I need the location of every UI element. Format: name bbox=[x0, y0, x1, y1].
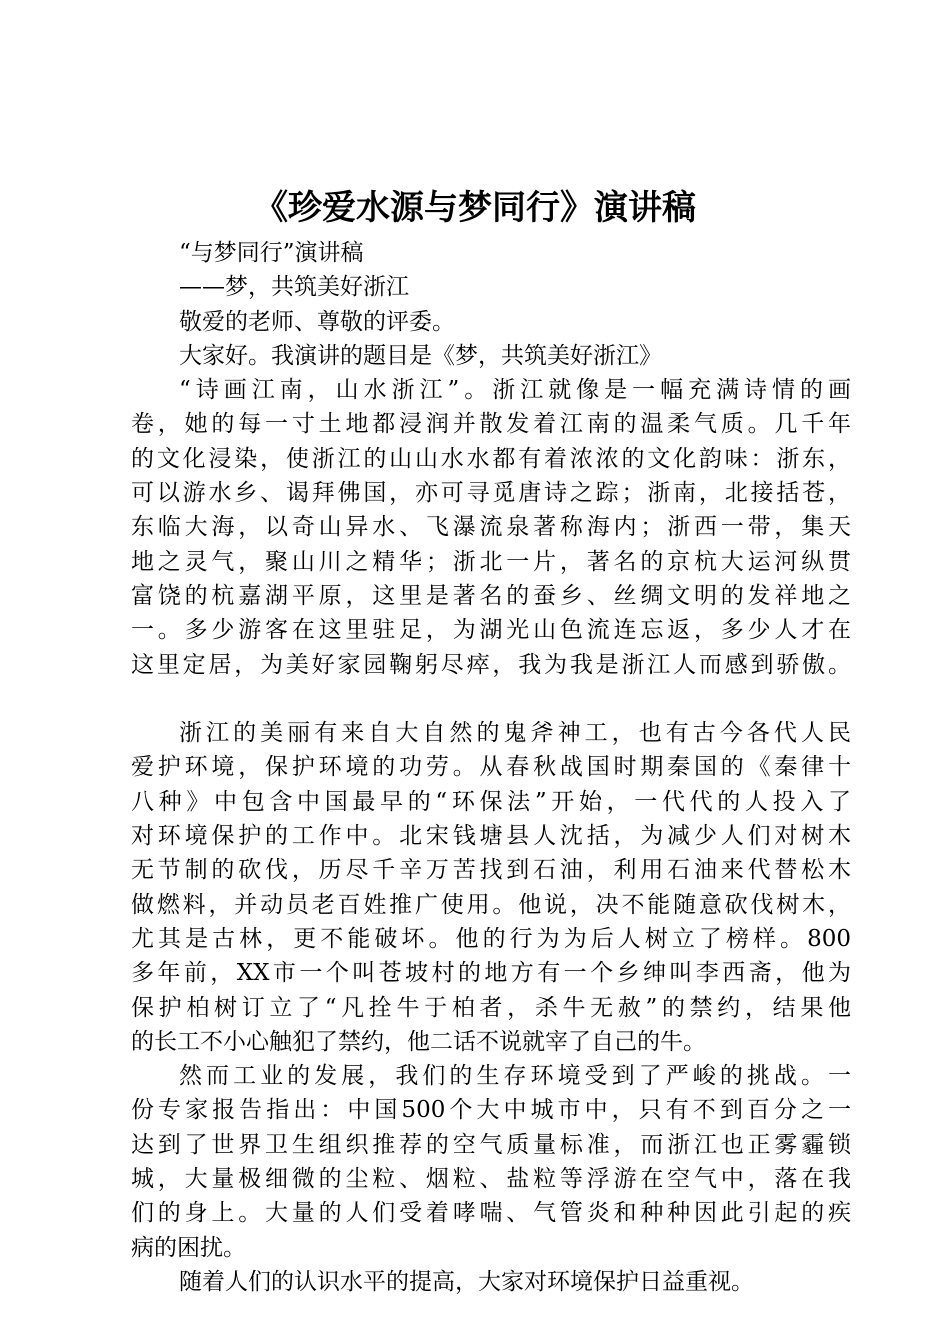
text-line: 一。多少游客在这里驻足，为湖光山色流连忘返，多少人才在 bbox=[131, 617, 851, 644]
text-line: 大家好。我演讲的题目是《梦，共筑美好浙江》 bbox=[179, 342, 662, 369]
text-line: “诗画江南，山水浙江”。浙江就像是一幅充满诗情的画 bbox=[179, 377, 851, 404]
text-line: 随着人们的认识水平的提高，大家对环境保护日益重视。 bbox=[179, 1268, 754, 1295]
text-line: 然而工业的发展，我们的生存环境受到了严峻的挑战。一 bbox=[179, 1063, 851, 1090]
text-line: 东临大海，以奇山异水、飞瀑流泉著称海内；浙西一带，集天 bbox=[131, 514, 851, 541]
text-line: 多年前，XX市一个叫苍坡村的地方有一个乡绅叫李西斋，他为 bbox=[131, 960, 851, 987]
paragraph-gap bbox=[131, 682, 851, 716]
text-line: 的长工不小心触犯了禁约，他二话不说就宰了自己的牛。 bbox=[131, 1028, 706, 1055]
text-line: 这里定居，为美好家园鞠躬尽瘁，我为我是浙江人而感到骄傲。 bbox=[131, 651, 851, 678]
text-line: 做燃料，并动员老百姓推广使用。他说，决不能随意砍伐树木， bbox=[131, 891, 851, 918]
document-body bbox=[131, 236, 851, 1299]
text-line: 爱护环境，保护环境的功劳。从春秋战国时期秦国的《秦律十 bbox=[131, 754, 851, 781]
text-line: 卷，她的每一寸土地都浸润并散发着江南的温柔气质。几千年 bbox=[131, 411, 851, 438]
text-line: 无节制的砍伐，历尽千辛万苦找到石油，利用石油来代替松木 bbox=[131, 857, 851, 884]
text-line: 地之灵气，聚山川之精华；浙北一片，著名的京杭大运河纵贯 bbox=[131, 548, 851, 575]
text-line: 富饶的杭嘉湖平原，这里是著名的蚕乡、丝绸文明的发祥地之 bbox=[131, 582, 851, 609]
text-line: 可以游水乡、谒拜佛国，亦可寻觅唐诗之踪；浙南，北接括苍， bbox=[131, 480, 851, 507]
text-line: 对环境保护的工作中。北宋钱塘县人沈括，为减少人们对树木 bbox=[131, 823, 851, 850]
text-line: ——梦，共筑美好浙江 bbox=[179, 274, 409, 301]
text-line: 达到了世界卫生组织推荐的空气质量标准，而浙江也正雾霾锁 bbox=[131, 1131, 851, 1158]
text-line: “与梦同行”演讲稿 bbox=[179, 240, 364, 266]
text-line: 敬爱的老师、尊敬的评委。 bbox=[179, 308, 455, 335]
text-line: 份专家报告指出：中国500个大中城市中，只有不到百分之一 bbox=[131, 1097, 851, 1124]
text-line: 病的困扰。 bbox=[131, 1234, 246, 1261]
text-line: 尤其是古林，更不能破坏。他的行为为后人树立了榜样。800 bbox=[131, 925, 851, 952]
text-line: 浙江的美丽有来自大自然的鬼斧神工，也有古今各代人民 bbox=[179, 720, 851, 747]
text-line: 的文化浸染，使浙江的山山水水都有着浓浓的文化韵味：浙东， bbox=[131, 445, 851, 472]
document-title: 《珍爱水源与梦同行》演讲稿 bbox=[254, 188, 696, 228]
text-line: 城，大量极细微的尘粒、烟粒、盐粒等浮游在空气中，落在我 bbox=[131, 1166, 851, 1193]
text-line: 保护柏树订立了“凡拴牛于柏者，杀牛无赦”的禁约，结果他 bbox=[131, 994, 851, 1021]
text-line: 八种》中包含中国最早的“环保法”开始，一代代的人投入了 bbox=[131, 788, 851, 815]
text-line: 们的身上。大量的人们受着哮喘、气管炎和种种因此引起的疾 bbox=[131, 1200, 851, 1227]
